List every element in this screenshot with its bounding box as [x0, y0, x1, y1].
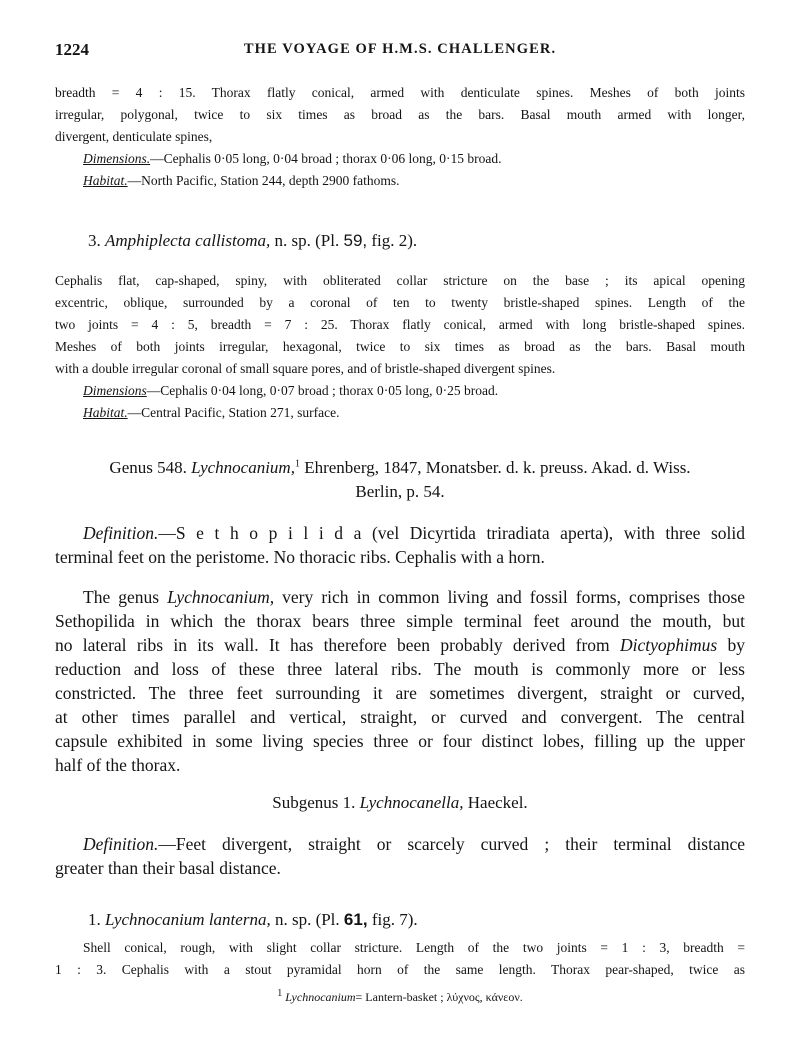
species-name: Lychnocanium lanterna, — [105, 910, 271, 929]
habitat-line — [55, 170, 745, 192]
habitat-text: —Central Pacific, Station 271, surface. — [127, 405, 340, 420]
plate-number: 59, — [343, 231, 368, 250]
text-line: Shell conical, rough, with slight collar stricture. Length of the two joints = 1 : 3, breadth = — [83, 940, 745, 955]
text-line: 1 : 3. Cephalis with a stout pyramidal horn of the same length. Thorax pear-shaped, twice as — [55, 962, 745, 977]
text-line: irregular, polygonal, twice to six times as broad as the bars. Basal mouth armed with longer, — [55, 107, 745, 122]
text-line: constricted. The three feet surrounding it are sometimes divergent, straight or curved, — [55, 683, 745, 703]
running-title: THE VOYAGE OF H.M.S. CHALLENGER. — [243, 41, 557, 57]
text-line: Cephalis flat, cap-shaped, spiny, with obliterated collar stricture on the base ; its apical opening — [55, 273, 745, 288]
species-name: Amphiplecta callistoma, — [105, 231, 271, 250]
genus-name: Lychnocanium, — [191, 458, 295, 477]
dimensions-text: —Cephalis 0·04 long, 0·07 broad ; thorax 0·05 long, 0·25 broad. — [146, 383, 499, 398]
genus-name-inline: Lychnocanium, — [167, 587, 275, 607]
text-line: no lateral ribs in its wall. It has therefore been probably derived from Dictyophimus by — [55, 635, 746, 655]
footnote-mark: 1 — [294, 458, 300, 470]
subgenus-heading: Subgenus 1. Lychnocanella, Haeckel. — [272, 793, 528, 812]
genus-heading: Genus 548. Lychnocanium,$^1$ Ehrenberg, 1847, Monatsber. d. k. preuss. Akad. d. Wiss. — [109, 458, 691, 477]
text-line: reduction and loss of these three lateral ribs. The mouth is commonly more or less — [55, 659, 745, 679]
text-line: two joints = 4 : 5, breadth = 7 : 25. Thorax flatly conical, armed with long bristle-shaped spines. — [55, 317, 745, 332]
text-line: Meshes of both joints irregular, hexagonal, twice to six times as broad as the bars. Basal mouth — [55, 339, 745, 354]
dimensions-label: Dimensions — [83, 383, 147, 398]
text-line: The genus Lychnocanium, very rich in common living and fossil forms, comprises those — [83, 587, 746, 607]
species-heading: 1. Lychnocanium lanterna, n. sp. (Pl. 61, fig. 7). — [88, 910, 418, 929]
genus-reference: Berlin, p. 54. — [355, 482, 445, 501]
dimensions-line — [55, 148, 745, 170]
text-line: half of the thorax. — [55, 755, 181, 775]
text-line: Sethopilida in which the thorax bears three simple terminal feet around the mouth, but — [55, 611, 745, 631]
text-line: divergent, denticulate spines, — [55, 129, 213, 144]
text-line: excentric, oblique, surrounded by a coronal of ten to twenty bristle-shaped spines. Length of the — [55, 295, 745, 310]
page-header — [55, 40, 745, 64]
species-description-continued — [55, 82, 745, 192]
text-line: greater than their basal distance. — [55, 858, 281, 878]
text-line: breadth = 4 : 15. Thorax flatly conical, armed with denticulate spines. Meshes of both joints — [55, 85, 745, 100]
species-description — [55, 937, 745, 981]
dimensions-label: Dimensions. — [83, 151, 151, 166]
definition-label: Definition. — [83, 834, 159, 854]
dimensions-text: —Cephalis 0·05 long, 0·04 broad ; thorax 0·06 long, 0·15 broad. — [150, 151, 502, 166]
text-line: with a double irregular coronal of small square pores, and of bristle-shaped divergent spines. — [55, 361, 556, 376]
plate-number: 61, — [343, 910, 368, 929]
subgenus-name: Lychnocanella, — [359, 793, 464, 812]
habitat-line — [55, 402, 745, 424]
footnote-text: = Lantern-basket ; λύχνος, κάνεον. — [355, 990, 523, 1004]
text-line: capsule exhibited in some living species three or four distinct lobes, filling up the upper — [55, 731, 745, 751]
footnote — [0, 990, 800, 1005]
dimensions-line — [55, 380, 745, 402]
genus-definition — [55, 521, 745, 569]
definition-label: Definition. — [83, 523, 159, 543]
species-description — [55, 270, 745, 424]
genus-name-inline: Dictyophimus — [619, 635, 718, 655]
species-heading: 3. Amphiplecta callistoma, n. sp. (Pl. 59, fig. 2). — [88, 231, 418, 250]
page-number: 1224 — [55, 40, 89, 59]
footnote-term: Lychnocanium — [285, 990, 356, 1004]
text-line: at other times parallel and vertical, straight, or curved and convergent. The central — [55, 707, 745, 727]
footnote-mark: 1 — [277, 988, 283, 999]
text-line: Definition.—S e t h o p i l i d a (vel Dicyrtida triradiata aperta), with three solid — [83, 523, 745, 543]
genus-paragraph — [55, 585, 745, 777]
text-line: Definition.—Feet divergent, straight or scarcely curved ; their terminal distance — [83, 834, 745, 854]
habitat-label: Habitat. — [83, 173, 128, 188]
subgenus-definition — [55, 832, 745, 880]
habitat-label: Habitat. — [83, 405, 128, 420]
habitat-text: —North Pacific, Station 244, depth 2900 fathoms. — [127, 173, 400, 188]
text-line: terminal feet on the peristome. No thoracic ribs. Cephalis with a horn. — [55, 547, 545, 567]
